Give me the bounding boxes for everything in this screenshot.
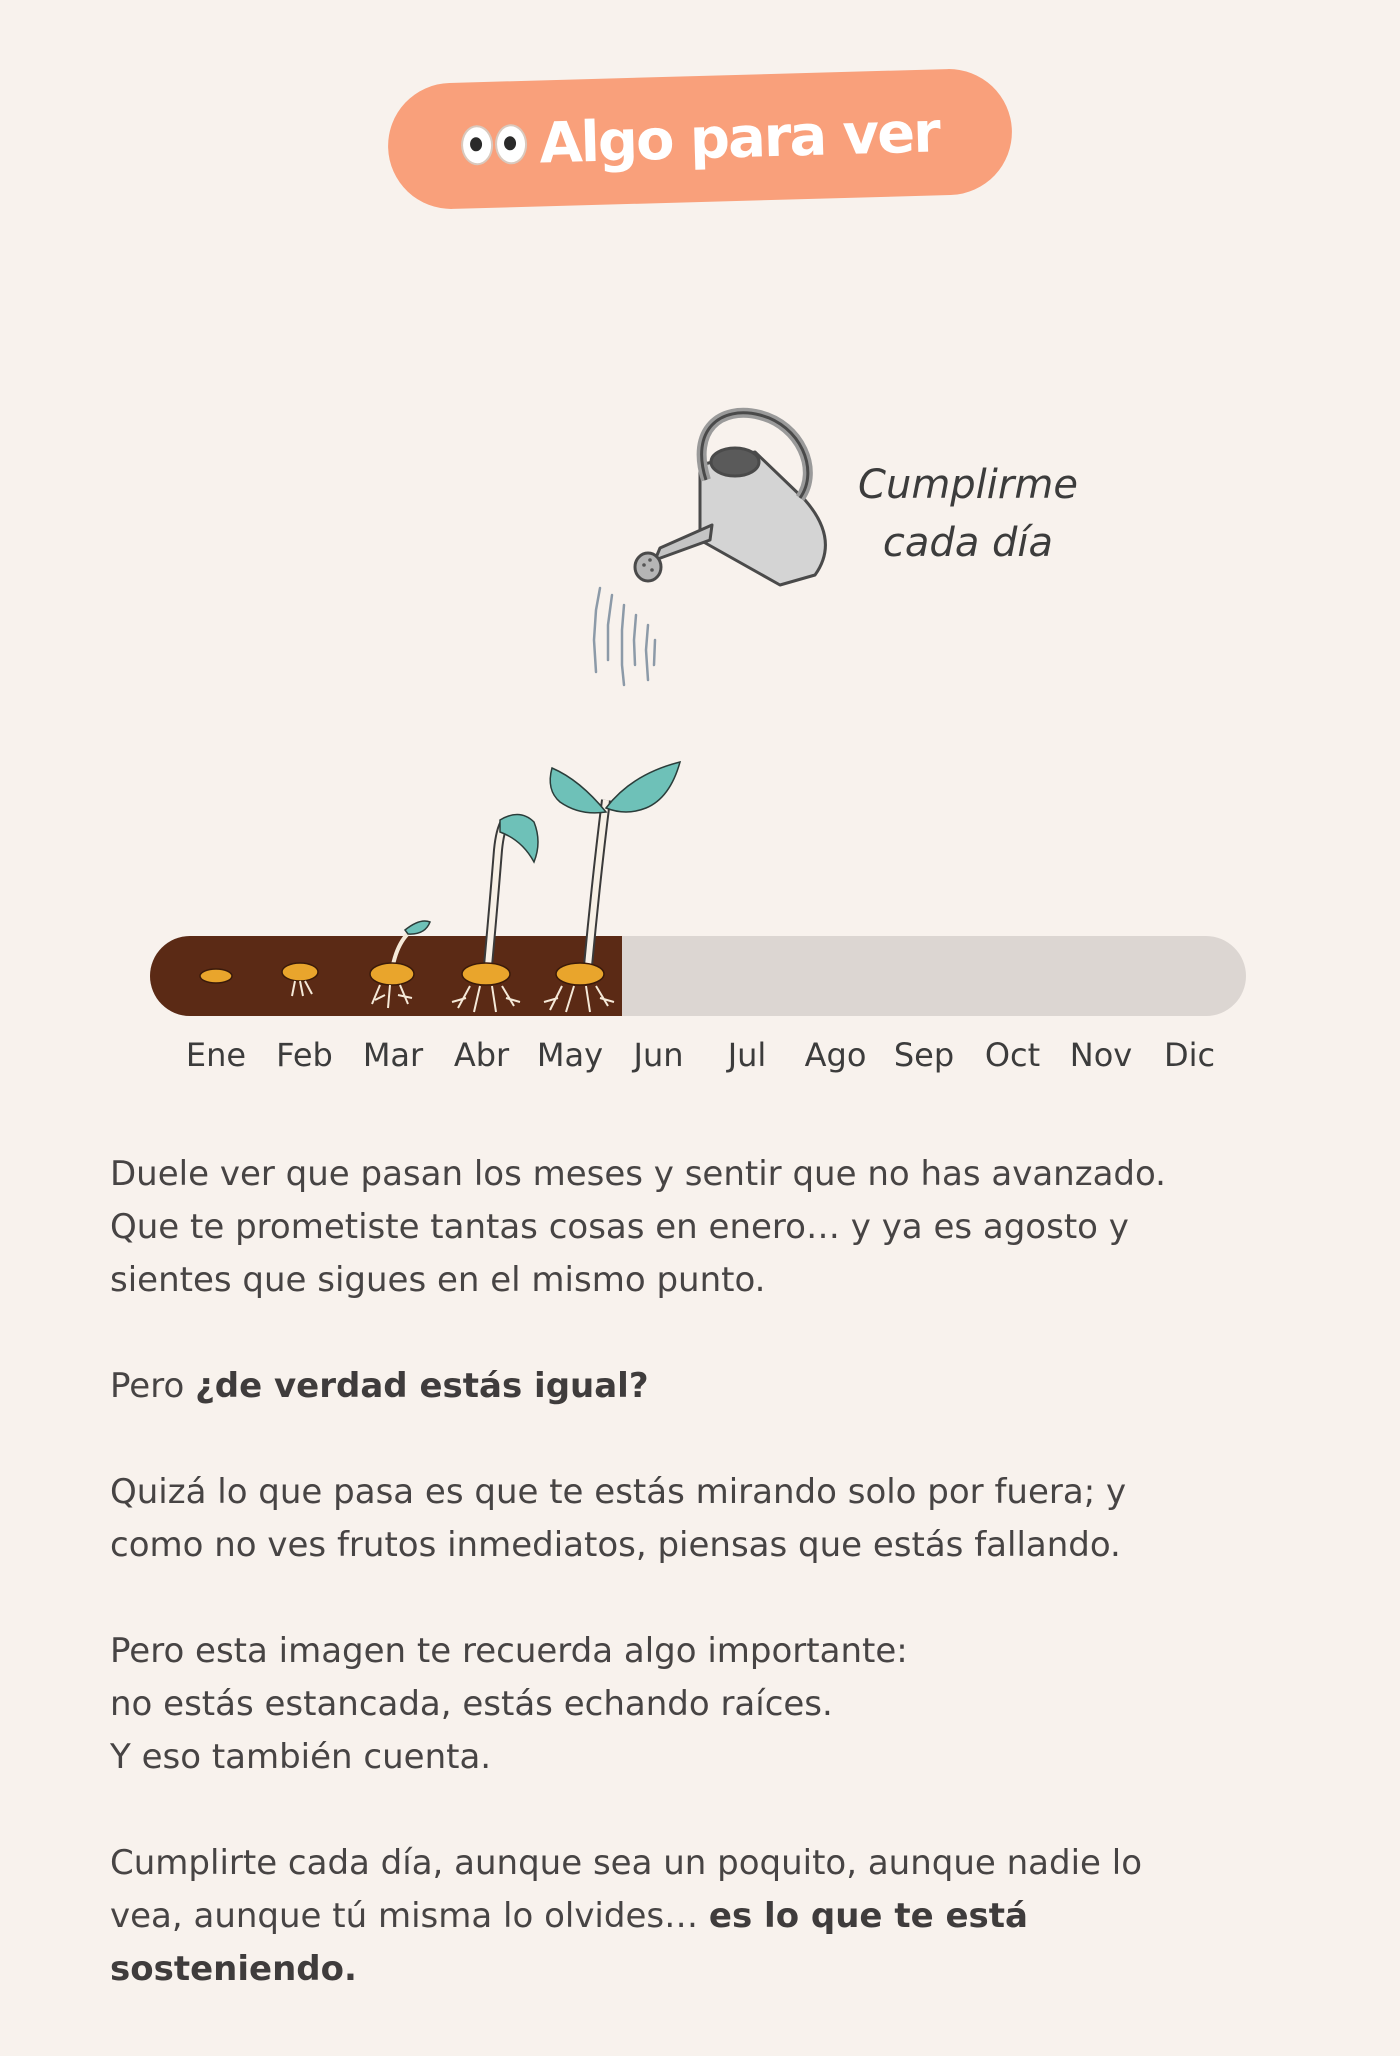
month-label: Oct xyxy=(984,1036,1041,1074)
month-label: Ago xyxy=(804,1036,867,1074)
text-line: Cumplirte cada día, aunque sea un poquito, aunque nadie lo xyxy=(110,1843,1143,1883)
watering-label-line2: cada día xyxy=(882,520,1054,566)
emphasis-text: sosteniendo. xyxy=(110,1949,357,1989)
text-line xyxy=(110,1360,1310,1413)
paragraph-4 xyxy=(110,1625,1310,1784)
text-line: Y eso también cuenta. xyxy=(110,1737,492,1777)
text-fragment: Pero xyxy=(110,1366,196,1406)
paragraph-3 xyxy=(110,1466,1310,1572)
month-labels xyxy=(186,1036,1215,1074)
month-label: Feb xyxy=(276,1036,333,1074)
month-label: Mar xyxy=(362,1036,424,1074)
month-label: Ene xyxy=(185,1036,247,1074)
section-header-badge xyxy=(386,67,1013,210)
text-line: Quizá lo que pasa es que te estás mirando solo por fuera; y xyxy=(110,1472,1127,1512)
text-line xyxy=(110,1890,1310,1943)
article-body xyxy=(110,1148,1310,2049)
month-label: Jun xyxy=(633,1036,684,1074)
text-line: no estás estancada, estás echando raíces. xyxy=(110,1684,833,1724)
month-label: Abr xyxy=(453,1036,510,1074)
text-line: sientes que sigues en el mismo punto. xyxy=(110,1260,766,1300)
text-line: Pero esta imagen te recuerda algo importante: xyxy=(110,1631,908,1671)
eyes-emoji-icon xyxy=(461,124,528,166)
month-label: Jul xyxy=(727,1036,767,1074)
text-line xyxy=(110,1943,1310,1996)
emphasis-text: es lo que te está xyxy=(708,1896,1028,1936)
paragraph-1 xyxy=(110,1148,1310,1307)
month-label: Sep xyxy=(893,1036,955,1074)
paragraph-2 xyxy=(110,1360,1310,1413)
watering-can-icon xyxy=(635,413,825,585)
water-drops xyxy=(594,588,655,685)
seed-stage-1 xyxy=(200,969,232,983)
section-title: Algo para ver xyxy=(538,99,940,176)
month-label: May xyxy=(536,1036,604,1074)
watering-label-line1: Cumplirme xyxy=(858,462,1078,508)
text-line: Que te prometiste tantas cosas en enero… y ya es agosto y xyxy=(110,1207,1129,1247)
paragraph-5 xyxy=(110,1837,1310,1996)
text-fragment: vea, aunque tú misma lo olvides… xyxy=(110,1896,709,1936)
text-line: Duele ver que pasan los meses y sentir que no has avanzado. xyxy=(110,1154,1166,1194)
text-line: como no ves frutos inmediatos, piensas que estás fallando. xyxy=(110,1525,1121,1565)
month-label: Nov xyxy=(1069,1036,1133,1074)
emphasis-question: ¿de verdad estás igual? xyxy=(195,1366,649,1406)
growth-timeline-illustration xyxy=(0,380,1400,1100)
month-label: Dic xyxy=(1163,1036,1216,1074)
